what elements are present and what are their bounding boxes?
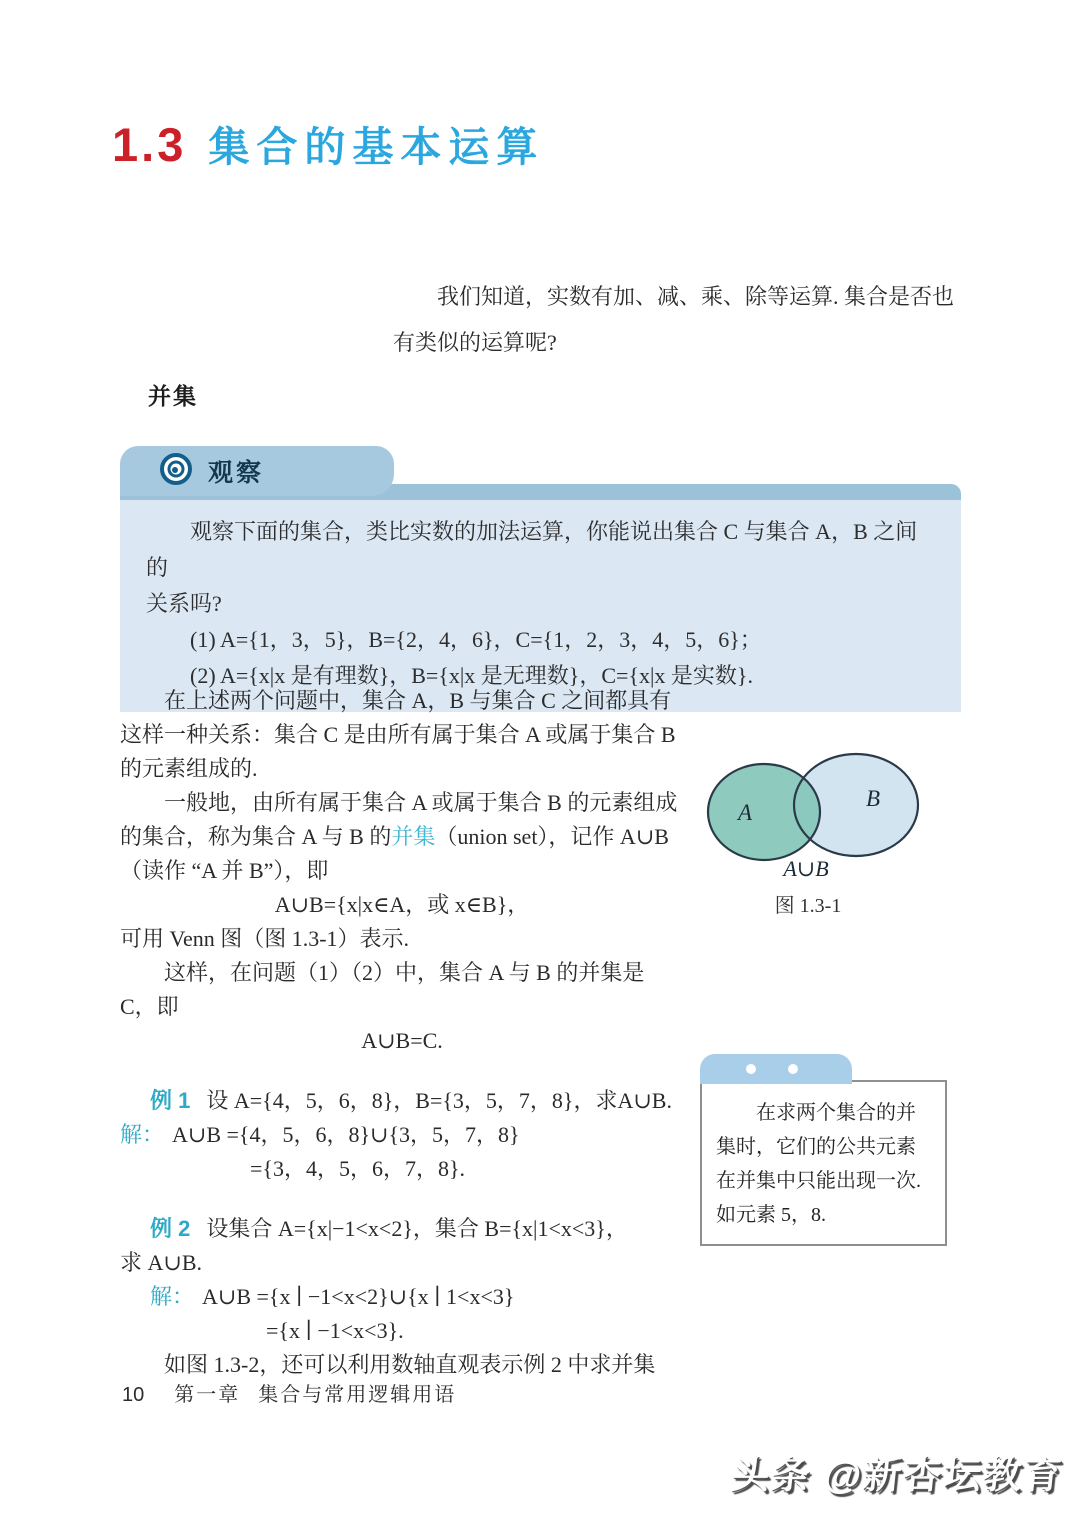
example-2 <box>120 1212 684 1382</box>
paragraph-1-line-2: 这样一种关系：集合 C 是由所有属于集合 A 或属于集合 B <box>120 722 676 747</box>
union-term-highlight: 并集 <box>391 824 436 849</box>
example-1-statement: 设 A={4，5，6，8}，B={3，5，7，8}，求A∪B. <box>206 1088 672 1113</box>
note-text: 在求两个集合的并集时，它们的公共元素在并集中只能出现一次. 如元素 5，8. <box>700 1080 947 1246</box>
section-title-row <box>112 114 544 173</box>
intro-line-1: 我们知道，实数有加、减、乘、除等运算. 集合是否也 <box>437 284 955 309</box>
example-1-statement-line <box>120 1084 684 1118</box>
example-2-statement-line-2: 求 A∪B. <box>120 1250 202 1275</box>
venn-union-label: A∪B <box>783 856 829 881</box>
main-text-column <box>120 684 684 1382</box>
watermark-text: 头条 @新杏坛教育 <box>729 1455 1066 1497</box>
example-2-statement: 设集合 A={x|−1<x<2}，集合 B={x|1<x<3}， <box>206 1216 628 1241</box>
example-1-solution-line-1 <box>120 1118 684 1152</box>
paragraph-3-line-1: 这样，在问题（1）（2）中，集合 A 与 B 的并集是 C，即 <box>120 960 645 1019</box>
example-2-after-text: 如图 1.3-2，还可以利用数轴直观表示例 2 中求并集 <box>164 1352 656 1377</box>
paragraph-1-line-1: 在上述两个问题中，集合 A，B 与集合 C 之间都具有 <box>164 688 672 713</box>
page-footer <box>122 1378 456 1407</box>
chapter-label: 第一章 <box>174 1384 241 1406</box>
observe-item-2: (2) A={x|x 是有理数}，B={x|x 是无理数}，C={x|x 是实数}. <box>190 663 753 688</box>
observe-item-1: (1) A={1，3，5}，B={2，4，6}，C={1，2，3，4，5，6}； <box>190 627 762 652</box>
example-2-tag: 例 2 <box>150 1216 191 1241</box>
example-1-tag: 例 1 <box>150 1088 191 1113</box>
observe-line-1: 观察下面的集合，类比实数的加法运算，你能说出集合 C 与集合 A，B 之间的 <box>146 519 918 580</box>
section-number: 1.3 <box>112 118 187 171</box>
example-2-solve-label: 解： <box>150 1284 195 1309</box>
venn-diagram <box>698 744 953 924</box>
footer-chapter-line <box>174 1378 456 1407</box>
observe-body <box>120 500 961 712</box>
binder-hole-icon <box>788 1064 798 1074</box>
page-title: 集合的基本运算 <box>208 124 545 170</box>
paragraph-2-line-2-pre: 的集合，称为集合 A 与 B 的 <box>120 824 392 849</box>
example-1-step-1: A∪B ={4，5，6，8}∪{3，5，7，8} <box>172 1122 520 1147</box>
page-number: 10 <box>122 1384 145 1406</box>
paragraph-2-line-2-post: （union set），记作 A∪B <box>435 824 669 849</box>
figure-caption: 图 1.3-1 <box>774 895 842 917</box>
example-1-step-2: ={3，4，5，6，7，8}. <box>250 1156 466 1181</box>
intro-line-2: 有类似的运算呢? <box>393 330 557 355</box>
intro-paragraph <box>393 274 963 366</box>
example-2-statement-line <box>120 1212 684 1246</box>
venn-label-b: B <box>866 786 881 811</box>
paragraph-2-line-4: 可用 Venn 图（图 1.3-1）表示. <box>120 926 410 951</box>
observe-tab <box>120 446 394 496</box>
binder-hole-icon <box>746 1064 756 1074</box>
union-definition-formula: A∪B={x|x∈A，或 x∈B}， <box>274 892 530 917</box>
union-section-heading: 并集 <box>148 383 198 409</box>
example-1 <box>120 1084 684 1186</box>
observe-tab-label: 观察 <box>208 459 265 487</box>
paragraph-2-line-2 <box>120 820 684 854</box>
example-2-step-1: A∪B ={x ∣ −1<x<2}∪{x ∣ 1<x<3} <box>202 1284 515 1309</box>
target-icon <box>160 453 192 490</box>
example-2-solution-line-1 <box>120 1280 684 1314</box>
example-1-solve-label: 解： <box>120 1122 165 1147</box>
union-result-formula: A∪B=C. <box>361 1028 443 1053</box>
venn-label-a: A <box>738 800 753 825</box>
venn-diagram-figure <box>698 744 953 924</box>
paragraph-2-line-1: 一般地，由所有属于集合 A 或属于集合 B 的元素组成 <box>164 790 678 815</box>
observe-line-2: 关系吗? <box>146 591 222 616</box>
example-2-step-2: ={x ∣ −1<x<3}. <box>266 1318 404 1343</box>
paragraph-1-line-3: 的元素组成的. <box>120 756 258 781</box>
note-header <box>700 1054 852 1084</box>
paragraph-2-line-3: （读作 “A 并 B”），即 <box>120 858 329 883</box>
chapter-title: 集合与常用逻辑用语 <box>258 1384 457 1406</box>
